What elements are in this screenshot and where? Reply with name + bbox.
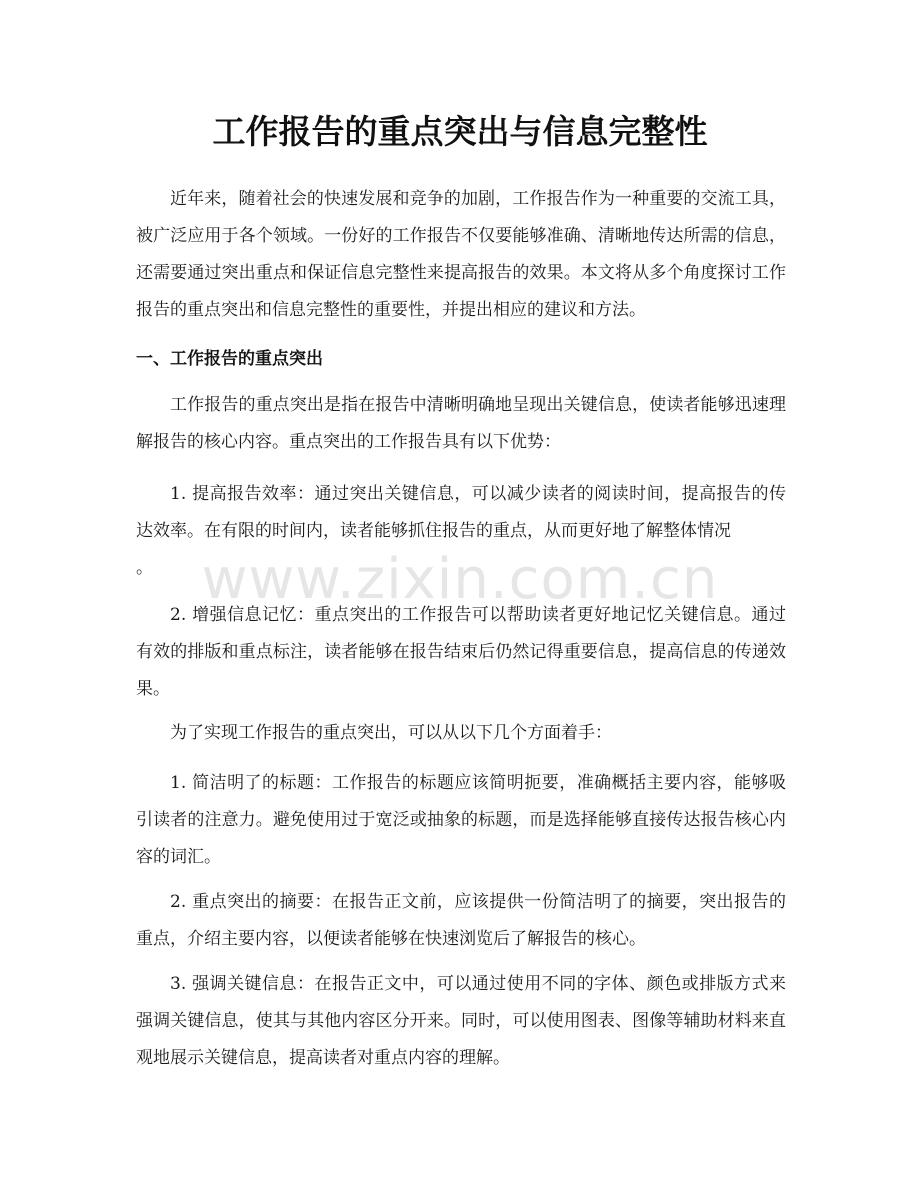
- watermark-text: www.zixin.com.cn: [201, 547, 719, 612]
- method-item: 2. 重点突出的摘要：在报告正文前，应该提供一份简洁明了的摘要，突出报告的重点，介绍主要内容，以便读者能够在快速浏览后了解报告的核心。: [136, 892, 786, 949]
- advantage-item-tail: 。: [136, 558, 153, 578]
- section-paragraph: 工作报告的重点突出是指在报告中清晰明确地呈现出关键信息，使读者能够迅速理解报告的核心内容。重点突出的工作报告具有以下优势：: [136, 395, 786, 452]
- intro-paragraph: 近年来，随着社会的快速发展和竞争的加剧，工作报告作为一种重要的交流工具，被广泛应用于各个领域。一份好的工作报告不仅要能够准确、清晰地传达所需的信息，还需要通过突出重点和保证信息完整性来提高报告的效果。本文将从多个角度探讨工作报告的重点突出和信息完整性的重要性，并提出相应的建议和方法。: [136, 189, 786, 320]
- section-heading: 一、工作报告的重点突出: [136, 349, 323, 369]
- document-title: 工作报告的重点突出与信息完整性: [212, 112, 708, 151]
- section-paragraph: 为了实现工作报告的重点突出，可以从以下几个方面着手：: [170, 723, 612, 743]
- advantage-item: [136, 476, 786, 550]
- advantage-item: 2. 增强信息记忆：重点突出的工作报告可以帮助读者更好地记忆关键信息。通过有效的排版和重点标注，读者能够在报告结束后仍然记得重要信息，提高信息的传递效果。: [136, 605, 786, 699]
- advantage-text: 1. 提高报告效率：通过突出关键信息，可以减少读者的阅读时间，提高报告的传达效率。在有限的时间内，读者能够抓住报告的重点，从而更好地了解整体情况: [136, 484, 786, 541]
- method-item: 3. 强调关键信息：在报告正文中，可以通过使用不同的字体、颜色或排版方式来强调关键信息，使其与其他内容区分开来。同时，可以使用图表、图像等辅助材料来直观地展示关键信息，提高读者对重点内容的理解。: [136, 974, 786, 1068]
- method-item: 1. 简洁明了的标题：工作报告的标题应该简明扼要，准确概括主要内容，能够吸引读者的注意力。避免使用过于宽泛或抽象的标题，而是选择能够直接传达报告核心内容的词汇。: [136, 773, 786, 867]
